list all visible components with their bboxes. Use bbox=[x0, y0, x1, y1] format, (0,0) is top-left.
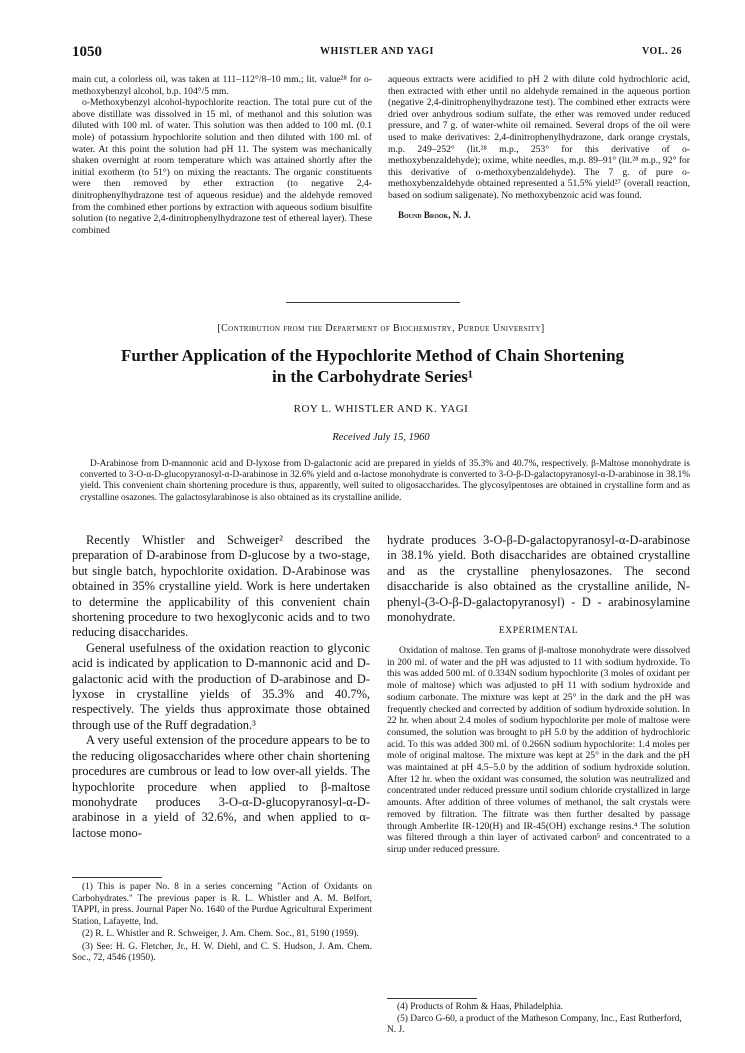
body-paragraph: Recently Whistler and Schweiger² described the preparation of D-arabinose from D-glucose by a two-stage, but single batch, hypochlorite oxidation. D-Arabinose was obtained in 35% crystalline yield. Work is here undertaken to determine the applicability of this convenient chain shortening procedure to two hexoglyconic acids and to two reducing disaccharides. bbox=[72, 533, 370, 640]
article-title: Further Application of the Hypochlorite Method of Chain Shortening in the Carbohydrate Series¹ bbox=[120, 346, 625, 386]
volume-label: VOL. 26 bbox=[642, 46, 682, 57]
abstract-text: D-Arabinose from D-mannonic acid and D-lyxose from D-galactonic acid are prepared in yields of 35.3% and 40.7%, respectively. β-Maltose monohydrate is converted to 3-O-α-D-glucopyranosyl-α-D-arabinose in 32.6% yield and α-lactose monohydrate is converted to 3-O-β-D-galactopyranosyl-α-D-arabinose in 38.1% yield. This convenient chain shortening procedure is thus, apparently, well suited to oligosaccharides. The glycosylpentoses are obtained in crystalline form and as crystalline osazones. The galactosylarabinose is also obtained as its crystalline anilide. bbox=[80, 459, 690, 503]
page-number: 1050 bbox=[72, 44, 102, 60]
article-authors: ROY L. WHISTLER AND K. YAGI bbox=[293, 403, 469, 415]
prev-paragraph: o-Methoxybenzyl alcohol-hypochlorite reaction. The total pure cut of the above distillate was dissolved in 15 ml. of methanol and this solution was diluted with 100 ml. of water. This solution was then added to 100 ml. (0.1 mole) of potassium hypochlorite solution and then diluted with 100 ml. of water. At this point the solution had pH 11. The system was mechanically shaken overnight at room temperature which was attained shortly after the initial exotherm (to 51°) on mixing the reactants. The organic constituents were then removed by ether extraction (to negative 2,4-dinitrophenylhydrazone test of aqueous residue) and the aldehyde removed from the combined ether portions by extraction with aqueous sodium bisulfite solution (to negative 2,4-dinitrophenylhydrazone test of ethereal layer). These combined bbox=[72, 97, 372, 236]
footnote: (4) Products of Rohm & Haas, Philadelphia. bbox=[397, 1002, 564, 1012]
experimental-paragraph: Oxidation of maltose. Ten grams of β-maltose monohydrate were dissolved in 200 ml. of water and the pH was adjusted to 11 with sodium hydroxide. To this was added 500 ml. of 0.334N sodium hypochlorite (3 moles of oxidant per mole of maltose) which was adjusted to pH 11 with sodium hydroxide and sodium carbonate. The mixture was kept at 25° in the dark and the pH was frequently checked and corrected by addition of sodium hydroxide solution. In 22 hr. when about 2.4 moles of sodium hypochlorite per mole of maltose were consumed, the solution was brought to pH 5.0 by the addition of hydrochloric acid. To this was added 300 ml. of 0.266N sodium hypochlorite: 1.4 moles per mole of original maltose. The mixture was kept at 25° in the dark and the pH was maintained at pH 4.5–5.0 by the addition of sodium hydroxide solution. After 12 hr. when the oxidant was consumed, the solution was neutralized and concentrated under reduced pressure until sodium chloride crystallized in large amounts. After addition of three volumes of methanol, the salt crystals were removed by filtration. The filtrate was then further desalted by passage through Amberlite IR-120(H) and IR-45(OH) exchange resins.⁴ The solution was filtered through a thin layer of activated carbon⁵ and concentrated to a sirup under reduced pressure. bbox=[387, 645, 690, 855]
footnotes-right bbox=[387, 1002, 690, 1037]
body-paragraph: General usefulness of the oxidation reaction to glyconic acid is indicated by application to D-mannonic acid and D-galactonic acid with the production of D-arabinose and D-lyxose in crystalline yields of 35.3% and 40.7%, respectively. The yields thus approximate those obtained through use of the Ruff degradation.³ bbox=[72, 640, 370, 732]
footnote: (1) This is paper No. 8 in a series concerning "Action of Oxidants on Carbohydrates." The previous paper is R. L. Whistler and A. M. Belfort, TAPPI, in press. Journal Paper No. 1640 of the Purdue Agricultural Experiment Station, Lafayette, Ind. bbox=[72, 882, 372, 927]
footnote-rule bbox=[72, 877, 162, 878]
experimental-heading: EXPERIMENTAL bbox=[498, 626, 579, 636]
previous-article-left-column bbox=[72, 74, 372, 236]
footnote-rule bbox=[387, 998, 477, 999]
footnote: (5) Darco G-60, a product of the Matheson Company, Inc., East Rutherford, N. J. bbox=[387, 1013, 682, 1035]
footnote: (3) See: H. G. Fletcher, Jr., H. W. Diehl, and C. S. Hudson, J. Am. Chem. Soc., 72, 4546 (1950). bbox=[72, 941, 372, 963]
abstract bbox=[80, 459, 690, 504]
previous-article-right-column bbox=[388, 74, 690, 221]
article-divider bbox=[286, 302, 460, 303]
footnote: (2) R. L. Whistler and R. Schweiger, J. Am. Chem. Soc., 81, 5190 (1959). bbox=[82, 929, 360, 939]
running-authors: WHISTLER AND YAGI bbox=[320, 46, 434, 57]
body-paragraph: hydrate produces 3-O-β-D-galactopyranosyl-α-D-arabinose in 38.1% yield. Both disaccharides are obtained crystalline and as the crystalline phenylosazones. The second disaccharide is also obtained as the crystalline anilide, N-phenyl-(3-O-β-D-galactopyranosyl) - D - arabinosylamine monohydrate. bbox=[387, 533, 690, 625]
running-head bbox=[72, 44, 682, 62]
received-date: Received July 15, 1960 bbox=[332, 432, 430, 443]
affiliation: Bound Brook, N. J. bbox=[398, 209, 471, 220]
prev-paragraph: main cut, a colorless oil, was taken at 111–112°/8–10 mm.; lit. value²⁸ for o-methoxybenzyl alcohol, b.p. 104°/5 mm. bbox=[72, 74, 372, 97]
experimental-section bbox=[387, 645, 690, 856]
body-right-column bbox=[387, 533, 690, 625]
body-paragraph: A very useful extension of the procedure appears to be to the reducing oligosaccharides where other chain shortening procedures are cumbrous or lead to low over-all yields. The hypochlorite procedure when applied to β-maltose monohydrate produces 3-O-α-D-glucopyranosyl-α-D-arabinose in a yield of 32.6%, and when applied to α-lactose mono- bbox=[72, 733, 370, 840]
footnotes-left bbox=[72, 882, 372, 966]
body-left-column bbox=[72, 533, 370, 841]
prev-paragraph: aqueous extracts were acidified to pH 2 with dilute cold hydrochloric acid, then extracted with ether until no aldehyde remained in the aqueous portion (negative 2,4-dinitrophenylhydrazone test). The combined ether extracts were dried over anhydrous sodium sulfate, the ether was removed under reduced pressure, and 7 g. of water-white oil remained. Several drops of the oil were used to make derivatives: 2,4-dinitrophenylhydrazone, dark orange crystals, m.p. 249–252° (lit.²⁸ m.p., 253° for this derivative of o-methoxybenzaldehyde); oxime, white needles, m.p. 89–91° (lit.²⁸ m.p., 92° for this derivative of o-methoxybenzaldehyde). The 7 g. of pure o-methoxybenzaldehyde obtained represented a 51.5% yield²⁷ (overall reaction, based on sodium saligenate). No methoxybenzoic acid was found. bbox=[388, 74, 690, 201]
contribution-line: [Contribution from the Department of Biochemistry, Purdue University] bbox=[217, 323, 545, 334]
